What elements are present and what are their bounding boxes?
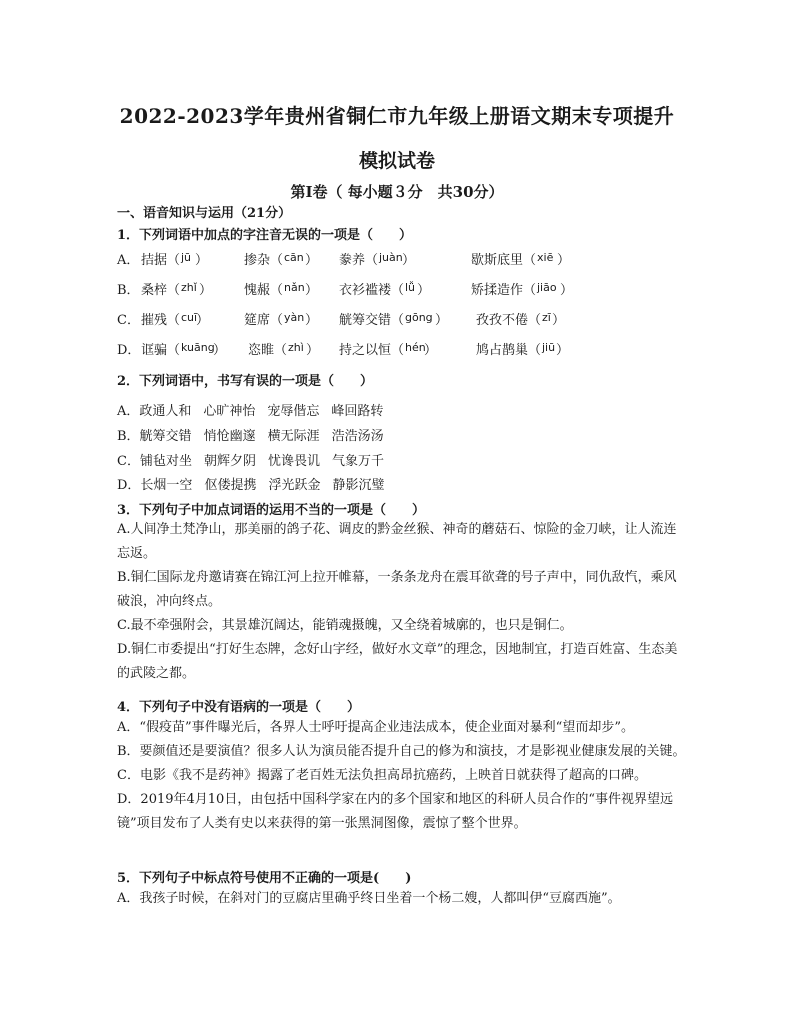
word: 愧赧（ bbox=[244, 283, 284, 298]
pinyin: xiē bbox=[537, 251, 554, 264]
paren: ） bbox=[199, 283, 213, 298]
paren: ） bbox=[213, 343, 227, 358]
word: 鸠占鹊巢（ bbox=[476, 343, 542, 358]
pinyin: jiū bbox=[542, 341, 556, 354]
q5-option-a: A．我孩子时候，在斜对门的豆腐店里确乎终日坐着一个杨二嫂，人都叫伊“豆腐西施”。 bbox=[117, 891, 621, 906]
q3-option-d: D.铜仁市委提出“打好生态牌，念好山字经，做好水文章”的理念，因地制宜，打造百姓富、生态美的武陵之都。 bbox=[117, 642, 678, 681]
pinyin: zhì bbox=[288, 341, 304, 354]
q5-options bbox=[117, 887, 687, 911]
q4-option-c: C．电影《我不是药神》揭露了老百姓无法负担高昂抗癌药，上映首日就获得了超高的口碑。 bbox=[117, 768, 647, 783]
option-label: B． bbox=[117, 283, 140, 298]
paren: ） bbox=[435, 313, 449, 328]
paren: ） bbox=[195, 253, 209, 268]
word-group: D．长烟一空 bbox=[117, 478, 193, 493]
pinyin: jū bbox=[181, 251, 192, 264]
word: 摧残（ bbox=[141, 313, 181, 328]
word-group: 心旷神怡 bbox=[203, 404, 256, 419]
q2-option-b bbox=[117, 425, 396, 444]
word: 孜孜不倦（ bbox=[476, 313, 542, 328]
option-label: D． bbox=[117, 343, 141, 358]
q4-option-a: A．“假疫苗”事件曝光后，各界人士呼吁提高企业违法成本，使企业面对暴利“望而却步”。 bbox=[117, 720, 634, 735]
q4-option-b: B．要颜值还是要演值？很多人认为演员能否提升自己的修为和演技，才是影视业健康发展的关键。 bbox=[117, 744, 686, 759]
word: 觥筹交错（ bbox=[339, 313, 405, 328]
word: 筵席（ bbox=[244, 313, 284, 328]
pinyin: hén bbox=[405, 341, 426, 354]
paren: ） bbox=[305, 253, 319, 268]
exam-subtitle: 模拟试卷 bbox=[358, 150, 435, 172]
paren: ） bbox=[552, 313, 566, 328]
pinyin: lǚ bbox=[405, 281, 416, 294]
word-group: 静影沉璧 bbox=[332, 478, 385, 493]
option-label: C． bbox=[117, 313, 140, 328]
word-group: 悄怆幽邃 bbox=[203, 429, 256, 444]
word-group: 气象万千 bbox=[331, 454, 384, 469]
word-group: 浮光跃金 bbox=[268, 478, 321, 493]
q4-options bbox=[117, 716, 687, 836]
word: 歇斯底里（ bbox=[471, 253, 537, 268]
word: 掺杂（ bbox=[244, 253, 284, 268]
section-heading: 第Ⅰ卷（ 每小题３分 共30分） bbox=[290, 183, 504, 201]
pinyin: yàn bbox=[284, 311, 305, 324]
word-group: A．政通人和 bbox=[117, 404, 192, 419]
word: 桑梓（ bbox=[141, 283, 181, 298]
word: 持之以恒（ bbox=[339, 343, 405, 358]
word-group: C．铺毡对坐 bbox=[117, 454, 192, 469]
word: 恣睢（ bbox=[248, 343, 288, 358]
q3-option-b: B.铜仁国际龙舟邀请赛在锦江河上拉开帷幕，一条条龙舟在震耳欲聋的号子声中，同仇敌忾，乘风破浪，冲向终点。 bbox=[117, 570, 677, 609]
pinyin: cuī bbox=[181, 311, 198, 324]
question-1-stem: 1．下列词语中加点的字注音无误的一项是（ ） bbox=[117, 228, 413, 243]
pinyin: jiāo bbox=[537, 281, 557, 294]
part-heading: 一、语音知识与运用（21分） bbox=[117, 206, 292, 221]
word-group: 伛偻提携 bbox=[204, 478, 257, 493]
pinyin: kuāng bbox=[181, 341, 215, 354]
word-group: 峰回路转 bbox=[331, 404, 384, 419]
pinyin: juàn bbox=[379, 251, 403, 264]
word: 衣衫褴褛（ bbox=[339, 283, 405, 298]
word-group: 宠辱偕忘 bbox=[267, 404, 320, 419]
word-group: 横无际涯 bbox=[267, 429, 320, 444]
question-4-stem: 4．下列句子中没有语病的一项是（ ） bbox=[117, 700, 361, 715]
pinyin: zhǐ bbox=[181, 281, 197, 294]
q2-option-d bbox=[117, 474, 396, 493]
paren: ） bbox=[560, 283, 574, 298]
paren: ） bbox=[557, 253, 571, 268]
word: 拮据（ bbox=[141, 253, 181, 268]
q2-option-c bbox=[117, 450, 396, 469]
paren: ） bbox=[556, 343, 570, 358]
word-group: 浩浩汤汤 bbox=[331, 429, 384, 444]
option-label: A． bbox=[117, 253, 140, 268]
word: 诓骗（ bbox=[141, 343, 181, 358]
paren: ） bbox=[306, 343, 320, 358]
pinyin: gōng bbox=[405, 311, 433, 324]
q2-option-a bbox=[117, 400, 395, 419]
question-3-stem: 3．下列句子中加点词语的运用不当的一项是（ ） bbox=[117, 503, 426, 518]
word-group: 忧谗畏讥 bbox=[267, 454, 320, 469]
pinyin: nǎn bbox=[284, 281, 305, 294]
exam-title: 2022-2023学年贵州省铜仁市九年级上册语文期末专项提升 bbox=[119, 104, 675, 128]
question-2-stem: 2．下列词语中，书写有误的一项是（ ） bbox=[117, 374, 374, 389]
q3-options bbox=[117, 518, 687, 686]
paren: ） bbox=[402, 253, 416, 268]
word: 矫揉造作（ bbox=[471, 283, 537, 298]
pinyin: cān bbox=[284, 251, 304, 264]
q4-option-d: D．2019年4月10日，由包括中国科学家在内的多个国家和地区的科研人员合作的“事件视界望远镜”项目发布了人类有史以来获得的第一张黑洞图像，震惊了整个世界。 bbox=[117, 792, 673, 831]
question-5-stem: 5．下列句子中标点符号使用不正确的一项是( ) bbox=[117, 871, 412, 886]
word-group: B．觥筹交错 bbox=[117, 429, 192, 444]
paren: ） bbox=[196, 313, 210, 328]
paren: ） bbox=[417, 283, 431, 298]
paren: ） bbox=[305, 283, 319, 298]
q3-option-a: A.人间净土梵净山，那美丽的鸽子花、调皮的黔金丝猴、神奇的蘑菇石、惊险的金刀峡，让人流连忘返。 bbox=[117, 522, 677, 561]
word-group: 朝辉夕阴 bbox=[203, 454, 256, 469]
word: 豢养（ bbox=[339, 253, 379, 268]
paren: ） bbox=[305, 313, 319, 328]
paren: ） bbox=[424, 343, 438, 358]
pinyin: zī bbox=[542, 311, 551, 324]
q3-option-c: C.最不牵强附会，其景雄沉阔达，能销魂摄魄，又全绕着城廓的，也只是铜仁。 bbox=[117, 618, 573, 633]
